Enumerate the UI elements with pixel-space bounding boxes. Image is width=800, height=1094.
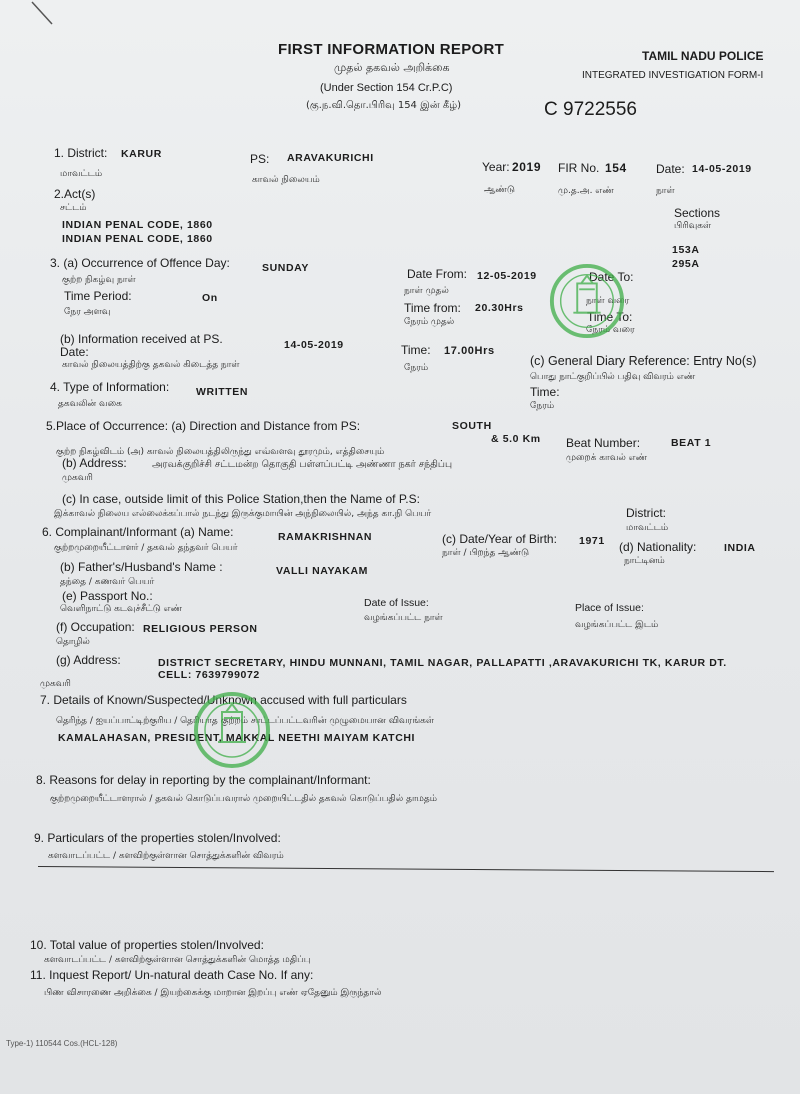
sections-tamil: பிரிவுகள் bbox=[674, 221, 712, 231]
accused-label: 7. Details of Known/Suspected/Unknown accused with full particulars bbox=[40, 693, 407, 707]
occupation-label: (f) Occupation: bbox=[56, 620, 135, 634]
time-from-tamil: நேரம் முதல் bbox=[404, 317, 455, 327]
inquest-tamil: பிண விசாரணை அறிக்கை / இயற்கைக்கு மாறான இறப்பு எண் ஏதேனும் இருந்தால் bbox=[44, 988, 382, 998]
nationality-value: INDIA bbox=[724, 542, 756, 554]
dob-value: 1971 bbox=[579, 535, 605, 547]
ps-value: ARAVAKURICHI bbox=[287, 152, 374, 164]
properties-tamil: களவாடப்பட்ட / களவிற்குள்ளான சொத்துக்களின் விவரம் bbox=[48, 851, 284, 861]
date-tamil: நாள் bbox=[656, 186, 675, 196]
complainant-name-tamil: குற்றமுறையீட்டாளர் / தகவல் தந்தவர் பெயர் bbox=[54, 543, 238, 553]
date-from-label: Date From: bbox=[407, 267, 468, 281]
occurrence-day-tamil: குற்ற நிகழ்வு நாள் bbox=[62, 275, 136, 285]
info-received-date: 14-05-2019 bbox=[284, 339, 344, 351]
district-tamil: மாவட்டம் bbox=[60, 169, 103, 179]
gd-time-tamil: நேரம் bbox=[530, 401, 555, 411]
issue-place-tamil: வழங்கப்பட்ட இடம் bbox=[575, 620, 659, 630]
address-tamil: முகவரி bbox=[40, 679, 71, 689]
ps-tamil: காவல் நிலையம் bbox=[252, 175, 320, 185]
nationality-tamil: நாட்டினம் bbox=[624, 556, 665, 566]
occupation-tamil: தொழில் bbox=[56, 637, 90, 647]
passport-label: (e) Passport No.: bbox=[62, 589, 153, 603]
fir-label: FIR No. bbox=[558, 161, 600, 175]
place-district-tamil: மாவட்டம் bbox=[626, 523, 669, 533]
issue-date-label: Date of Issue: bbox=[364, 597, 429, 609]
corner-mark-icon bbox=[28, 0, 58, 28]
passport-tamil: வெளிநாட்டு கடவுச்சீட்டு எண் bbox=[60, 604, 183, 614]
dob-tamil: நாள் / பிறந்த ஆண்டு bbox=[442, 548, 530, 558]
divider-line bbox=[38, 866, 774, 872]
father-name-value: VALLI NAYAKAM bbox=[276, 565, 369, 577]
occurrence-day-label: 3. (a) Occurrence of Offence Day: bbox=[50, 256, 230, 270]
time-period-tamil: நேர அளவு bbox=[64, 307, 111, 317]
act-line-2: INDIAN PENAL CODE, 1860 bbox=[62, 233, 213, 245]
info-time-tamil: நேரம் bbox=[404, 363, 429, 373]
nationality-label: (d) Nationality: bbox=[619, 540, 697, 554]
police-name: TAMIL NADU POLICE bbox=[642, 49, 764, 63]
year-label: Year: bbox=[482, 160, 510, 174]
total-value-label: 10. Total value of properties stolen/Involved: bbox=[30, 938, 264, 952]
date-value: 14-05-2019 bbox=[692, 163, 752, 175]
time-to-tamil: நேரம் வரை bbox=[586, 325, 635, 335]
date-from-value: 12-05-2019 bbox=[477, 270, 537, 282]
issue-place-label: Place of Issue: bbox=[575, 602, 644, 614]
gd-reference-tamil: பொது நாட்குறிப்பில் பதிவு விவரம் எண் bbox=[530, 372, 696, 382]
info-time-label: Time: bbox=[401, 343, 431, 357]
address-cell: CELL: 7639799072 bbox=[158, 669, 260, 681]
inquest-label: 11. Inquest Report/ Un-natural death Case No. If any: bbox=[30, 968, 314, 982]
info-time-value: 17.00Hrs bbox=[444, 345, 495, 357]
address-value: DISTRICT SECRETARY, HINDU MUNNANI, TAMIL NAGAR, PALLAPATTI ,ARAVAKURICHI TK, KARUR DT. bbox=[158, 657, 727, 669]
acts-label: 2.Act(s) bbox=[54, 187, 96, 201]
info-received-tamil: காவல் நிலையத்திற்கு தகவல் கிடைத்த நாள் bbox=[62, 360, 240, 370]
father-name-tamil: தந்தை / கணவர் பெயர் bbox=[60, 577, 155, 587]
occupation-value: RELIGIOUS PERSON bbox=[143, 623, 258, 635]
beat-tamil: முறைக் காவல் எண் bbox=[566, 453, 648, 463]
time-period-label: Time Period: bbox=[64, 289, 132, 303]
police-seal-icon bbox=[548, 262, 626, 340]
info-type-tamil: தகவலின் வகை bbox=[58, 399, 122, 409]
time-to-label: Time To: bbox=[587, 310, 633, 324]
place-district-label: District: bbox=[626, 506, 666, 520]
police-seal-icon bbox=[192, 690, 272, 770]
date-to-tamil: நாள் வரை bbox=[586, 296, 630, 306]
year-tamil: ஆண்டு bbox=[484, 185, 515, 195]
year-value: 2019 bbox=[512, 160, 542, 174]
form-footer: Type-1) 110544 Cos.(HCL-128) bbox=[6, 1039, 118, 1048]
gd-reference-label: (c) General Diary Reference: Entry No(s) bbox=[530, 354, 757, 368]
properties-label: 9. Particulars of the properties stolen/Involved: bbox=[34, 831, 281, 845]
serial-number: C 9722556 bbox=[544, 99, 637, 120]
ps-label: PS: bbox=[250, 152, 270, 166]
place-address-value: அரவக்குறிச்சி சட்டமன்ற தொகுதி பள்ளப்பட்டி அண்ணா நகர் சந்திப்பு bbox=[152, 459, 453, 470]
act-line-1: INDIAN PENAL CODE, 1860 bbox=[62, 219, 213, 231]
outside-ps-label: (c) In case, outside limit of this Police Station,then the Name of P.S: bbox=[62, 492, 420, 506]
fir-tamil: மு.த.அ. எண் bbox=[558, 186, 614, 196]
complainant-name-label: 6. Complainant/Informant (a) Name: bbox=[42, 525, 234, 539]
date-label: Date: bbox=[656, 162, 685, 176]
info-type-value: WRITTEN bbox=[196, 386, 249, 398]
beat-label: Beat Number: bbox=[566, 436, 641, 450]
under-section: (Under Section 154 Cr.P.C) bbox=[320, 82, 453, 94]
issue-date-tamil: வழங்கப்பட்ட நாள் bbox=[364, 613, 443, 623]
time-period-value: On bbox=[202, 292, 218, 304]
time-from-value: 20.30Hrs bbox=[475, 302, 524, 314]
total-value-tamil: களவாடப்பட்ட / களவிற்குள்ளான சொத்துக்களின் மொத்த மதிப்பு bbox=[44, 955, 311, 965]
gd-time-label: Time: bbox=[530, 385, 560, 399]
accused-value: KAMALAHASAN, PRESIDENT, MAKKAL NEETHI MAIYAM KATCHI bbox=[58, 732, 416, 744]
report-title-tamil: முதல் தகவல் அறிக்கை bbox=[334, 61, 450, 74]
accused-tamil: தெரிந்த / ஐயப்பாட்டிற்குரிய / தெரியாத குற்றம் சாட்டப்பட்டவரின் முழுமையான விவரங்கள் bbox=[56, 716, 434, 726]
address-label: (g) Address: bbox=[56, 653, 121, 667]
beat-value: BEAT 1 bbox=[671, 437, 712, 449]
form-name: INTEGRATED INVESTIGATION FORM-I bbox=[582, 70, 764, 81]
place-address-tamil: முகவரி bbox=[62, 473, 93, 483]
info-received-date-label: Date: bbox=[60, 345, 89, 359]
occurrence-day-value: SUNDAY bbox=[262, 262, 309, 274]
sections-label: Sections bbox=[674, 206, 721, 220]
father-name-label: (b) Father's/Husband's Name : bbox=[60, 560, 223, 574]
info-received-label: (b) Information received at PS. bbox=[60, 332, 223, 346]
time-from-label: Time from: bbox=[404, 301, 461, 315]
place-address-label: (b) Address: bbox=[62, 456, 127, 470]
section-2: 295A bbox=[672, 258, 700, 270]
delay-label: 8. Reasons for delay in reporting by the complainant/Informant: bbox=[36, 773, 371, 787]
date-to-label: Date To: bbox=[589, 270, 634, 284]
delay-tamil: குற்றமுறையீட்டாளரால் / தகவல் கொடுப்பவரால் முறையிட்டதில் தகவல் கொடுப்பதில் தாமதம் bbox=[50, 794, 438, 804]
under-section-tamil: (கு.ந.வி.தொ.பிரிவு 154 இன் கீழ்) bbox=[306, 100, 462, 111]
district-label: 1. District: bbox=[54, 146, 108, 160]
district-value: KARUR bbox=[121, 148, 162, 160]
place-distance: & 5.0 Km bbox=[491, 433, 541, 445]
place-label: 5.Place of Occurrence: (a) Direction and Distance from PS: bbox=[46, 419, 361, 433]
report-title: FIRST INFORMATION REPORT bbox=[278, 41, 505, 58]
acts-tamil: சட்டம் bbox=[60, 203, 87, 213]
dob-label: (c) Date/Year of Birth: bbox=[442, 532, 557, 546]
place-tamil: குற்ற நிகழ்விடம் (அ) காவல் நிலையத்திலிருந்து எவ்வளவு தூரமும், எத்திசையும் bbox=[56, 447, 385, 457]
complainant-name-value: RAMAKRISHNAN bbox=[278, 531, 373, 543]
fir-value: 154 bbox=[605, 161, 627, 175]
date-from-tamil: நாள் முதல் bbox=[404, 286, 449, 296]
place-direction: SOUTH bbox=[452, 420, 492, 432]
outside-ps-tamil: இக்காவல் நிலைய எல்லைக்கப்பால் நடந்து இருக்குமாயின் அந்நிலையில், அந்த கா.நி பெயர் bbox=[54, 509, 432, 519]
section-1: 153A bbox=[672, 244, 700, 256]
info-type-label: 4. Type of Information: bbox=[50, 380, 170, 394]
